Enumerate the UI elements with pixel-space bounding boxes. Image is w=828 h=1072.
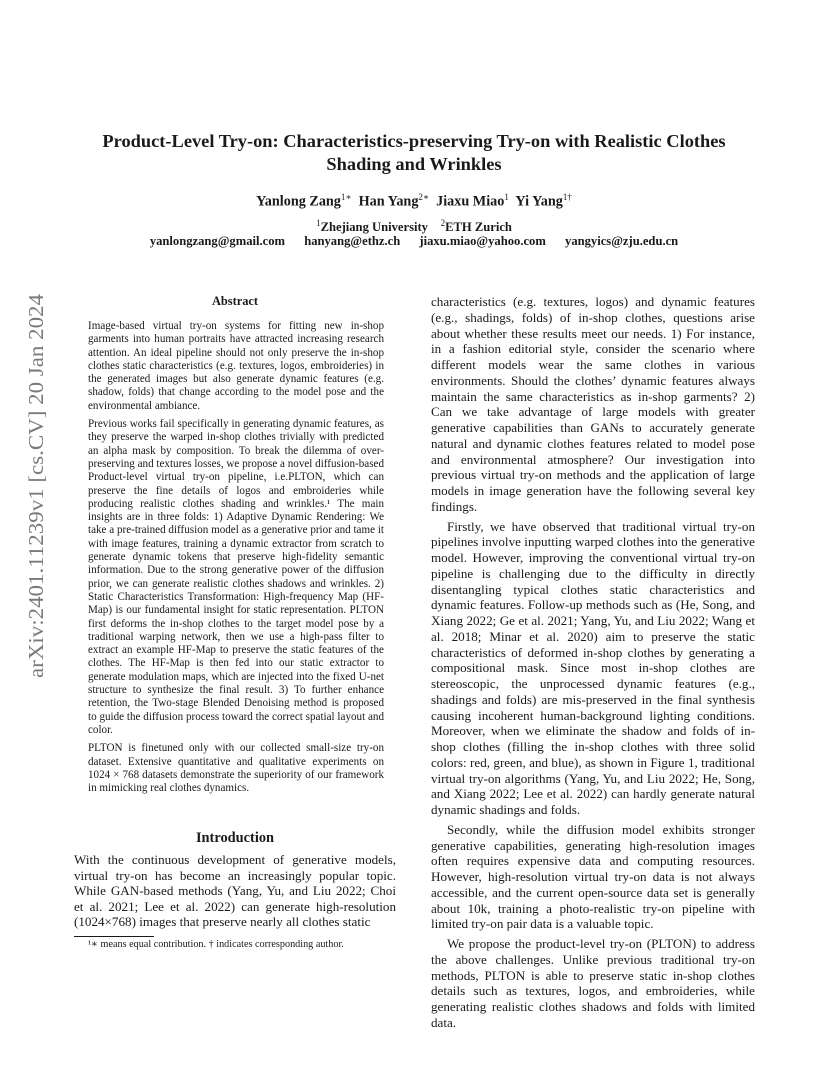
body-paragraph: characteristics (e.g. textures, logos) and dynamic features (e.g., shadings, folds) of in-shop clothes, questions arise about whether these results meet our needs. 1) For instance, in a fashion editorial style, consider the scenario where different models wear the same clothes in various environments. Should the clothes’ dynamic features always maintain the same characteristics as in-shop garments? 2) Can we take advantage of large models with greater generative capabilities than GANs to accurately generate natural and dynamic clothes features related to model pose and environmental atmosphere? Our investigation into previous virtual try-on methods and the application of large models in image generation have the following several key findings. [431, 294, 755, 514]
author-name: Yanlong Zang [256, 193, 341, 210]
author-list [70, 192, 758, 211]
title-line-2: Shading and Wrinkles [326, 154, 502, 174]
author-mark: 1† [562, 192, 572, 202]
arxiv-identifier-text: arXiv:2401.11239v1 [cs.CV] 20 Jan 2024 [24, 326, 48, 678]
abstract-paragraph: Previous works fail specifically in generating dynamic features, as they preserve the warped in-shop clothes trivially with predicted an alpha mask by composition. To break the dilemma of over-preserving and textures losses, we propose a novel diffusion-based Product-level virtual try-on pipeline, i.e.PLTON, which can preserve the fine details of logos and embroideries while producing realistic clothes shading and wrinkles.¹ The main insights are in three folds: 1) Adaptive Dynamic Rendering: We take a pre-trained diffusion model as a generative prior and tame it with image features, training a dynamic extractor from scratch to generate dynamic tokens that preserve high-fidelity semantic information. Due to the strong generative power of the diffusion prior, we can generate realistic clothes shadows and wrinkles. 2) Static Characteristics Transformation: High-frequency Map (HF-Map) is our fundamental insight for static representation. PLTON first deforms the in-shop clothes to the target model pose by a traditional warping network, then we use a high-pass filter to extract an example HF-Map to preserve the static features of the clothes. The HF-Map is then fed into our static extractor to generate modulation maps, which are injected into the fixed U-net structure to synthesize the final result. 3) To further enhance retention, the Two-stage Blended Denoising method is proposed to guide the diffusion process toward the correct spatial layout and color. [88, 418, 384, 736]
author-mark: 1 [504, 192, 509, 202]
affiliation-mark: 2 [440, 218, 446, 228]
body-paragraph: With the continuous development of generative models, virtual try-on has become an increasingly popular topic. While GAN-based methods (Yang, Yu, and Liu 2022; Choi et al. 2021; Lee et al. 2022) can generate high-resolution (1024×768) images that preserve nearly all clothes static [74, 852, 396, 930]
introduction-left-column [74, 852, 396, 930]
email-link[interactable]: yanlongzang@gmail.com [149, 234, 286, 248]
body-paragraph: We propose the product-level try-on (PLTON) to address the above challenges. Unlike previous traditional try-on methods, PLTON is able to preserve static in-shop clothes details such as textures, logos, and embroideries, while generating realistic clothes shadows and folds with limited data. [431, 936, 755, 1030]
affiliations [70, 218, 758, 235]
section-heading-introduction: Introduction [195, 830, 275, 846]
arxiv-identifier [20, 292, 50, 678]
affiliation-mark: 1 [316, 218, 321, 228]
affiliation-name: ETH Zurich [445, 220, 512, 235]
affiliation-name: Zhejiang University [320, 220, 428, 235]
paper-title [70, 130, 758, 176]
title-line-1: Product-Level Try-on: Characteristics-preserving Try-on with Realistic Clothes [102, 131, 726, 151]
email-link[interactable]: hanyang@ethz.ch [304, 234, 401, 248]
email-link[interactable]: yangyics@zju.edu.cn [565, 234, 679, 248]
body-paragraph: Firstly, we have observed that traditional virtual try-on pipelines involve inputting warped clothes into the generative model. However, improving the conventional virtual try-on pipeline is challenging due to the difficulty in directly disentangling typical clothes static characteristics and dynamic features. Follow-up methods such as (He, Song, and Xiang 2022; Ge et al. 2021; Yang, Yu, and Liu 2022; Wang et al. 2018; Minar et al. 2020) aim to preserve the static characteristics of deformed in-shop clothes by generating a compositional mask. Since most in-shop clothes are stereoscopic, the unprocessed dynamic features (e.g., shadings and folds) are mis-preserved in the final synthesis causing incoherent human-background lighting conditions. Moreover, when we eliminate the shadow and folds of in-shop clothes (filling the in-shop clothes with three solid colors: red, green, and blue), as shown in Figure 1, traditional virtual try-on algorithms (Yang, Yu, and Liu 2022; He, Song, and Xiang 2022; Lee et al. 2022) can hardly generate natural dynamic shadings and folds. [431, 518, 755, 817]
abstract-paragraph: PLTON is finetuned only with our collected small-size try-on dataset. Extensive quantitative and qualitative experiments on 1024 × 768 datasets demonstrate the superiority of our framework in mimicking real clothes dynamics. [88, 742, 384, 795]
right-column [431, 294, 755, 1035]
author-name: Yi Yang [515, 193, 563, 210]
body-paragraph: Secondly, while the diffusion model exhibits stronger generative capabilities, generating high-resolution images often requires expensive data and computing resources. However, high-resolution virtual try-on data is not always accessible, and the current open-source data set is generally about 10k, training a photo-realistic try-on pipeline with limited try-on pair data is a valuable topic. [431, 821, 755, 932]
abstract-body [88, 320, 384, 800]
footnote-divider [74, 936, 154, 937]
abstract-paragraph: Image-based virtual try-on systems for fitting new in-shop garments into human portraits have attracted increasing research attention. An ideal pipeline should not only preserve the in-shop clothes static characteristics (e.g. textures, logos, embroideries) in the generated images but also generate dynamic features (e.g. shadow, folds) that change according to the model pose and the environmental ambiance. [88, 320, 384, 412]
author-name: Jiaxu Miao [436, 193, 505, 210]
author-mark: 1∗ [340, 192, 352, 202]
author-emails [70, 234, 758, 249]
footnote: ¹∗ means equal contribution. † indicates corresponding author. [88, 939, 344, 950]
abstract-heading: Abstract [211, 294, 259, 308]
author-mark: 2∗ [418, 192, 430, 202]
author-name: Han Yang [358, 193, 419, 210]
email-link[interactable]: jiaxu.miao@yahoo.com [419, 234, 546, 248]
